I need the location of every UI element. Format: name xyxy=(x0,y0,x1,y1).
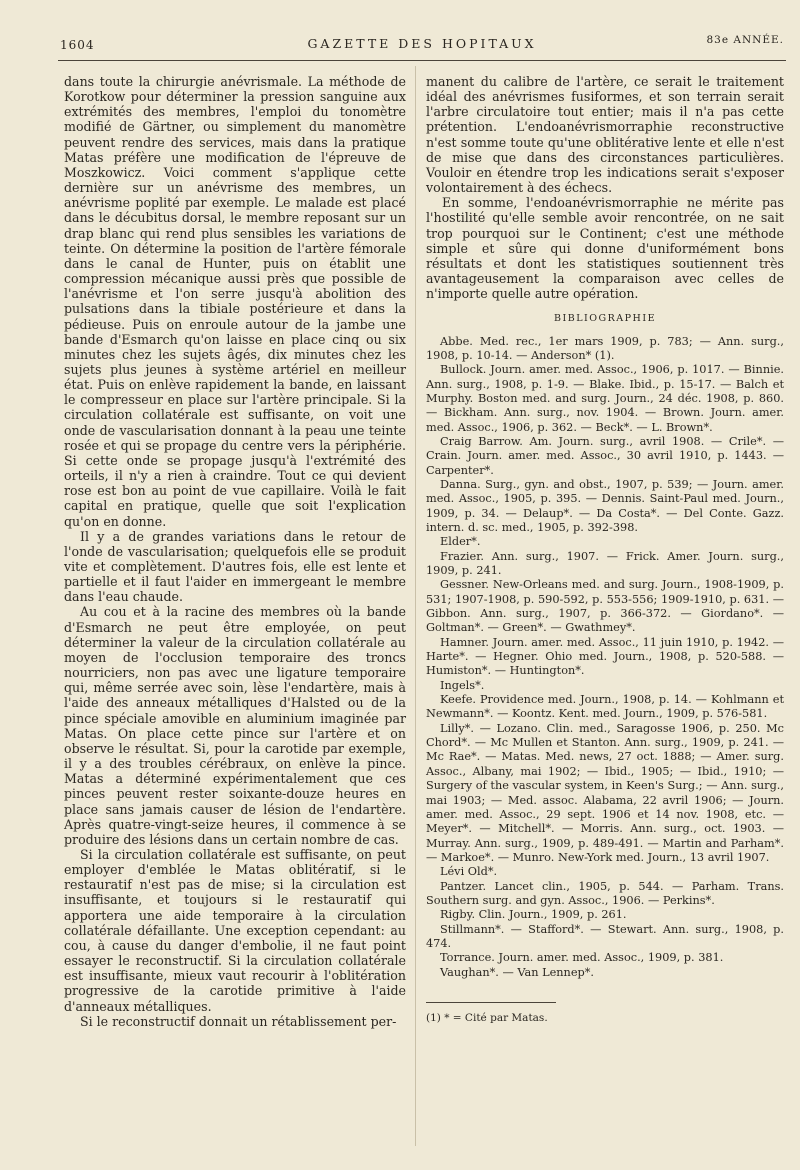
bibliography-entry: Torrance. Journ. amer. med. Assoc., 1909, p. 381. xyxy=(440,951,724,965)
paragraph: dans toute la chirurgie anévrismale. La méthode de Korotkow pour déterminer la pression sanguine aux extrémités des membres, l'emploi du tonomètre modifié de Gärtner, ou simplement du manomètre peuvent rendre des services, mais dans la pratique Matas préfère une modification de l'épreuve de Moszkowicz. Voici comment s'applique cette dernière sur un anévrisme des membres, un anévrisme poplité par exemple. Le malade est placé dans le décubitus dorsal, le membre reposant sur un drap blanc qui rend plus sensibles les variations de teinte. On détermine la position de l'artère fémorale dans le canal de Hunter, puis on établit une compression mécanique aussi près que possible de l'anévrisme et l'on serre jusqu'à abolition des pulsations dans la tibiale postérieure et dans la pédieuse. Puis on enroule autour de la jambe une bande d'Esmarch qu'on laisse en place cinq ou six minutes chez les sujets âgés, dix minutes chez les sujets plus jeunes à système artériel en meilleur état. Puis on enlève rapidement la bande, en laissant le compresseur en place sur l'artère principale. Si la circulation collatérale est suffisante, on voit une onde de vascularisation donnant à la peau une teinte rosée et qui se propage du centre vers la périphérie. Si cette onde se propage jusqu'à l'extrémité des orteils, il n'y a rien à craindre. Tout ce qui devient rose est bon au point de vue capillaire. Voilà le fait capital en pratique, quelle que soit l'explication qu'on en donne. xyxy=(64,74,406,529)
journal-title: GAZETTE DES HOPITAUX xyxy=(307,36,537,51)
paragraph: manent du calibre de l'artère, ce serait le traitement idéal des anévrismes fusiformes, et son terrain serait l'arbre circulatoire tout entier; mais il n'a pas cette prétention. L'endoanévrismorraphie reconstructive n'est somme toute qu'une oblitérative lente et elle n'est de mise que dans des circonstances particulières. Vouloir en étendre trop les indications serait s'exposer volontairement à des échecs. xyxy=(426,74,784,196)
volume-year: 83e ANNÉE. xyxy=(706,34,784,46)
bibliography-entry: Vaughan*. — Van Lennep*. xyxy=(440,965,594,979)
right-column xyxy=(426,74,784,1025)
bibliography-entry: Bullock. Journ. amer. med. Assoc., 1906, p. 1017. — Binnie. Ann. surg., 1908, p. 1-9. — Blake. Ibid., p. 15-17. — Balch et Murphy. Boston med. and surg. Journ., 24 déc. 1908, p. 860. — Bickham. Ann. surg., nov. 1904. — Brown. Journ. amer. med. Assoc., 1906, p. 362. — Beck*. — L. Brown*. xyxy=(426,363,784,434)
bibliography-list xyxy=(426,335,784,1025)
paragraph: Il y a de grandes variations dans le retour de l'onde de vascularisation; quelquefois elle se produit vite et complètement. D'autres fois, elle est lente et partielle et il faut l'aider en immergeant le membre dans l'eau chaude. xyxy=(64,528,406,605)
bibliography-entry: Hamner. Journ. amer. med. Assoc., 11 juin 1910, p. 1942. — Harte*. — Hegner. Ohio med. Journ., 1908, p. 520-588. — Humiston*. — Huntington*. xyxy=(426,635,784,678)
column-divider xyxy=(415,66,416,1146)
bibliography-entry: Rigby. Clin. Journ., 1909, p. 261. xyxy=(440,908,627,922)
bibliography-heading: BIBLIOGRAPHIE xyxy=(553,313,657,325)
bibliography-entry: Elder*. xyxy=(440,535,481,549)
bibliography-entry: Stillmann*. — Stafford*. — Stewart. Ann. surg., 1908, p. 474. xyxy=(426,922,784,950)
footnote: (1) * = Cité par Matas. xyxy=(426,1011,548,1024)
bibliography-entry: Abbe. Med. rec., 1er mars 1909, p. 783; — Ann. surg., 1908, p. 10-14. — Anderson* (1). xyxy=(426,334,784,362)
bibliography-entry: Lilly*. — Lozano. Clin. med., Saragosse 1906, p. 250. Mc Chord*. — Mc Mullen et Stanton. Ann. surg., 1909, p. 241. — Mc Rae*. — Matas. Med. news, 27 oct. 1888; — Amer. surg. Assoc., Albany, mai 1902; — Ibid., 1905; — Ibid., 1910; — Surgery of the vascular system, in Keen's Surg.; — Ann. surg., mai 1903; — Med. assoc. Alabama, 22 avril 1906; — Journ. amer. med. Assoc., 29 sept. 1906 et 14 nov. 1908, etc. — Meyer*. — Mitchell*. — Morris. Ann. surg., oct. 1903. — Murray. Ann. surg., 1909, p. 489-491. — Martin and Parham*. — Markoe*. — Munro. New-York med. Journ., 13 avril 1907. xyxy=(426,721,784,864)
bibliography-entry: Gessner. New-Orleans med. and surg. Journ., 1908-1909, p. 531; 1907-1908, p. 590-592, p. 553-556; 1909-1910, p. 631. — Gibbon. Ann. surg., 1907, p. 366-372. — Giordano*. — Goltman*. — Green*. — Gwathmey*. xyxy=(426,578,784,635)
bibliography-entry: Danna. Surg., gyn. and obst., 1907, p. 539; — Journ. amer. med. Assoc., 1905, p. 395. — Dennis. Saint-Paul med. Journ., 1909, p. 34. — Delaup*. — Da Costa*. — Del Conte. Gazz. intern. d. sc. med., 1905, p. 392-398. xyxy=(426,477,784,534)
footnote-rule xyxy=(426,1002,556,1003)
paragraph: Au cou et à la racine des membres où la bande d'Esmarch ne peut être employée, on peut déterminer la valeur de la circulation collatérale au moyen de l'occlusion temporaire des troncs nourriciers, non pas avec une ligature temporaire qui, même serrée avec soin, lèse l'endartère, mais à l'aide des anneaux métalliques d'Halsted ou de la pince spéciale amovible en aluminium imaginée par Matas. On place cette pince sur l'artère et on observe le résultat. Si, pour la carotide par exemple, il y a des troubles cérébraux, on enlève la pince. Matas a déterminé expérimentalement que ces pinces peuvent rester soixante-douze heures en place sans jamais causer de lésion de l'endartère. Après quatre-vingt-seize heures, il commence à se produire des lésions dans un certain nombre de cas. xyxy=(64,604,406,847)
bibliography-entry: Craig Barrow. Am. Journ. surg., avril 1908. — Crile*. — Crain. Journ. amer. med. Assoc., 30 avril 1910, p. 1443. — Carpenter*. xyxy=(426,434,784,477)
bibliography-entry: Frazier. Ann. surg., 1907. — Frick. Amer. Journ. surg., 1909, p. 241. xyxy=(426,549,784,577)
paragraph: En somme, l'endoanévrismorraphie ne mérite pas l'hostilité qu'elle semble avoir rencontrée, on ne sait trop pourquoi sur le Continent; c'est une méthode simple et sûre qui donne d'uniformément bons résultats et dont les statistiques soutiennent très avantageusement la comparaison avec celles de n'importe quelle autre opération. xyxy=(426,195,784,302)
left-column xyxy=(64,74,406,1029)
page-number: 1604 xyxy=(60,38,95,52)
bibliography-entry: Lévi Old*. xyxy=(440,865,498,879)
running-head xyxy=(60,34,784,56)
bibliography-entry: Keefe. Providence med. Journ., 1908, p. 14. — Kohlmann et Newmann*. — Koontz. Kent. med. Journ., 1909, p. 576-581. xyxy=(426,693,784,721)
paragraph: Si le reconstructif donnait un rétablissement per- xyxy=(80,1013,397,1029)
bibliography-entry: Ingels*. xyxy=(440,678,485,692)
bibliography-entry: Pantzer. Lancet clin., 1905, p. 544. — Parham. Trans. Southern surg. and gyn. Assoc., 1906. — Perkins*. xyxy=(426,879,784,907)
header-rule xyxy=(58,60,786,61)
paragraph: Si la circulation collatérale est suffisante, on peut employer d'emblée le Matas oblitératif, si le restauratif n'est pas de mise; si la circulation est insuffisante, et toujours si le restauratif qui apportera une aide temporaire à la circulation collatérale défaillante. Une exception cependant: au cou, à cause du danger d'embolie, il ne faut point essayer le reconstructif. Si la circulation collatérale est insuffisante, mieux vaut recourir à l'oblitération progressive de la carotide primitive à l'aide d'anneaux métalliques. xyxy=(64,846,406,1014)
